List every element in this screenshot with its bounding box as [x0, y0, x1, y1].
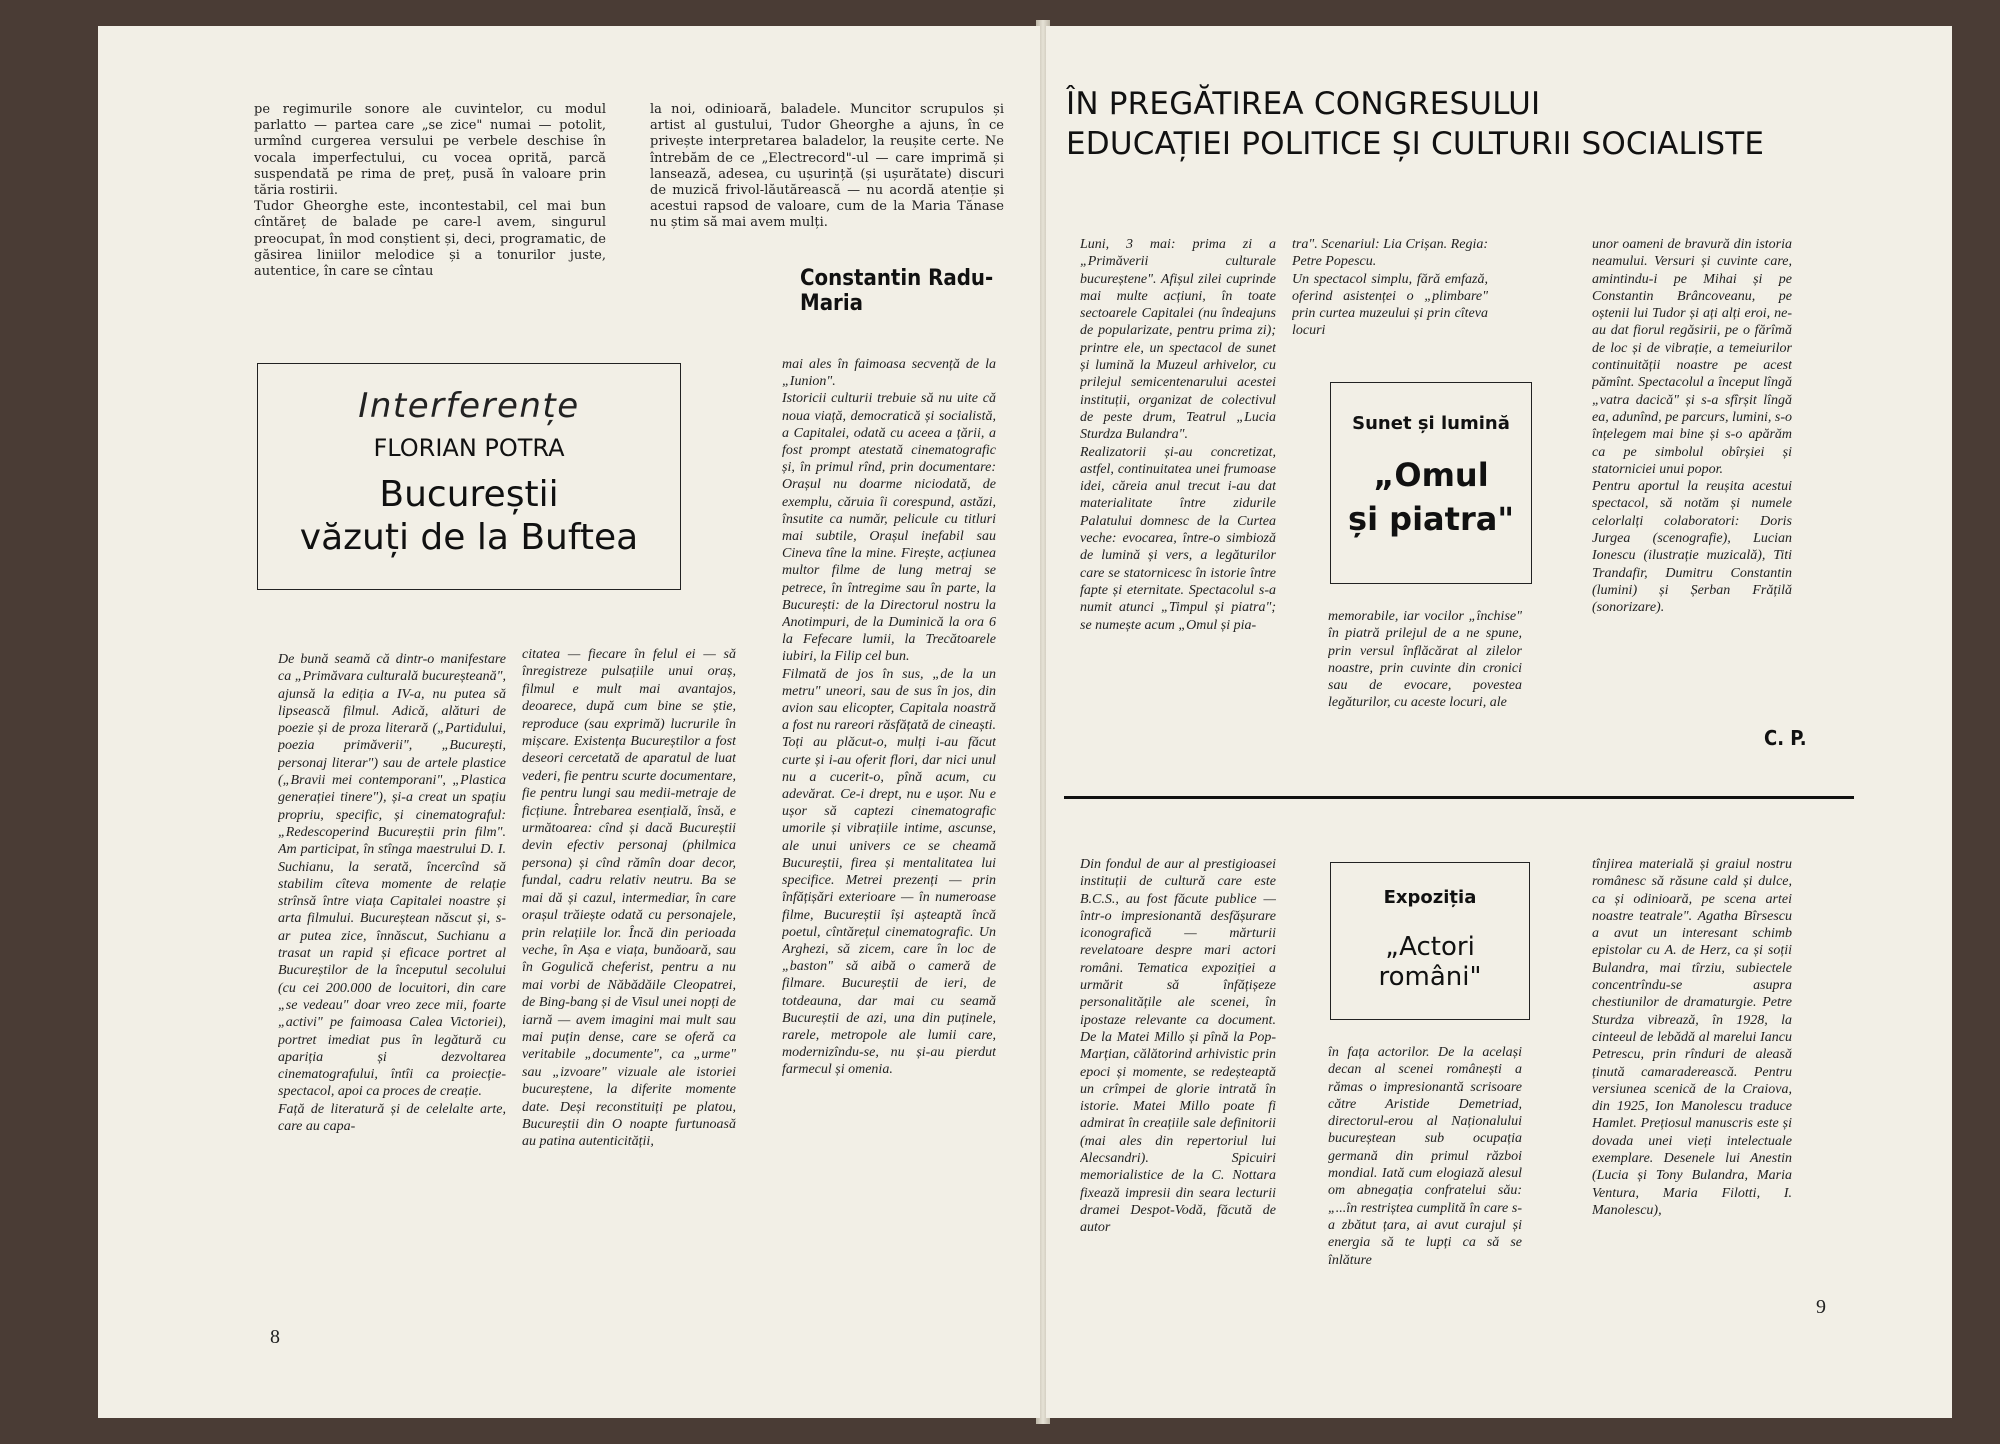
headline-line2: EDUCAȚIEI POLITICE ȘI CULTURII SOCIALISTE — [1066, 126, 1765, 162]
page-number-left: 8 — [270, 1326, 280, 1348]
expo-col2: în fața actorilor. De la același decan al scenei românești a rămas o impresionantă scrisoare către Aristide Demetriad, directorul-erou al Naționalului bucureștean sub ocupația germană din primul război mondial. Iată cum elogiază alesul om abnegația confratelui său: „...în restriștea cumplită în care s-a zbătut țara, ai avut curajul și energia să te lupți ca să se înlăture — [1328, 1045, 1522, 1268]
expo-rubric: Expoziția — [1383, 887, 1477, 908]
music-review-col2: la noi, odinioară, baladele. Muncitor scrupulos și artist al gustului, Tudor Gheorghe a ajuns, în ce privește interpretarea baladelor, la reușite certe. Ne întrebăm de ce „Electrecord"-ul — care imprimă și lansează, adesea, cu ușurință (și ușurătate) discuri de muzică frivol-lăutărească — nu acordă atenție și acestui rapsod de valoare, cum de la Maria Tănase nu știm să mai avem mulți. — [650, 102, 1004, 231]
sunet-title-line1: „Omul — [1373, 456, 1489, 494]
page-number-right: 9 — [1816, 1296, 1826, 1318]
sunet-box — [1330, 382, 1532, 584]
section-headline — [1066, 84, 1926, 164]
sunet-title-line2: și piatra" — [1348, 500, 1514, 538]
section-divider — [1064, 796, 1854, 799]
sunet-rubric: Sunet și lumină — [1352, 413, 1510, 434]
rubric-title: Interferențe — [358, 386, 580, 426]
expo-col1: Din fondul de aur al prestigioasei instituții de cultură care este B.C.S., au fost făcute publice — într-o impresionantă desfășurare iconografică — mărturii revelatoare despre mari actori români. Tematica expoziției a urmărit să înfățișeze personalitățile ale scenei, în ipostaze relevante ca document. De la Matei Millo și pînă la Pop-Marțian, călătorind arhivistic prin epoci și momente, se redeșteaptă un crîmpei de glorie intrată în istorie. Matei Millo poate fi admirat în creațiile sale definitorii (mai ales din repertoriul lui Alecsandri). Spicuiri memorialistice de la C. Nottara fixează impresii din seara lecturii dramei Despot-Vodă, făcută de autor — [1080, 857, 1276, 1236]
article-col-c: mai ales în faimoasa secvență de la „Iunion". Istoricii culturii trebuie să nu uite că noua viață, democratică și socialistă, a Capitalei, odată cu aceea a țării, a fost prompt atestată cinematografic și, în primul rînd, prin documentare: Orașul nu doarme niciodată, de exemplu, căruia îi corespund, astăzi, însutite ca număr, pelicule cu titluri mai subtile, Orașul inefabil sau Cineva tîne la mine. Firește, acțiunea multor filme de lung metraj se petrece, în întregime sau în parte, la București: de la Directorul nostru la Anotimpuri, de la Duminică la ora 6 la Fefecare lumii, la Trecătoarele iubiri, la Filip cel bun. Filmată de jos în sus, „de la un metru" uneori, sau de sus în jos, din avion sau elicopter, Capitala noastră a fost nu rareori răsfățată de cineaști. Toți au plăcut-o, mulți i-au făcut curte și i-au oferit flori, dar nici unul nu a cucerit-o, pînă acum, cu adevărat. Ce-i drept, nu e ușor. Nu e ușor să captezi cinematografic umorile și vibrațiile intime, ascunse, ale unui univers ce se cheamă Bucureștii, firea și mentalitatea lui specifice. Metrei prezenți — prin înfățișări exterioare — în numeroase filme, Bucureștii își așteaptă încă poetul, cîntărețul cinematografic. Un Arghezi, să zicem, care în loc de „baston" să aibă o cameră de filmare. Bucureștii de ieri, de totdeauna, dar mai cu seamă Bucureștii de azi, una din puținele, rarele, metropole ale lumii care, modernizîndu-se, nu și-au pierdut farmecul și omenia. — [782, 357, 996, 1078]
right-page — [1046, 26, 1952, 1418]
sunet-col2-bottom: memorabile, iar vocilor „închise" în piatră prilejul de a ne spune, prin versul înflăcărat al zilelor noastre, prin cuvinte din cronici sau de evocare, povestea legăturilor, cu aceste locuri, ale — [1328, 609, 1522, 711]
expo-title: „Actori români" — [1378, 932, 1482, 992]
author-signature: Constantin Radu-Maria — [800, 266, 994, 316]
expo-col3: tînjirea materială și graiul nostru românesc să răsune cald și dulce, ca și odinioară, pe scena artei noastre teatrale". Agatha Bîrsescu a avut un interesant schimb epistolar cu A. de Herz, ca și soții Bulandra, mai tîrziu, subiectele concentrîndu-se asupra chestiunilor de dramaturgie. Petre Sturdza vibrează, în 1928, la cinteeul de lebădă al marelui Iancu Petrescu, prin rînduri de aleasă ținută camaraderească. Pentru versiunea scenică de la Craiova, din 1925, Ion Manolescu traduce Hamlet. Prețiosul manuscris este și dovada unei vieți intelectuale exemplare. Desenele lui Anestin (Lucia și Tony Bulandra, Maria Ventura, Maria Filotti, I. Manolescu), — [1592, 857, 1792, 1218]
article-col-b: citatea — fiecare în felul ei — să înregistreze pulsațiile unui oraș, filmul e mult mai avantajos, deoarece, după cum bine se știe, reproduce (sau exprimă) lucrurile în mișcare. Existența Bucureștilor a fost deseori cercetată de aparatul de luat vederi, fie pentru scurte documentare, fie pentru lungi sau medii-metraje de ficțiune. Întrebarea esențială, însă, e următoarea: cînd și dacă Bucureștii devin efectiv personaj (philmica persona) și cînd rămîn doar decor, fundal, cadru relativ neutru. Ba se mai dă și cazul, intermediar, în care orașul trăiește odată cu personajele, prin relațiile lor. Încă din perioada veche, în Așa e viața, bunăoară, sau în Gogulică cheferist, pentru a nu mai vorbi de Năbădăile Cleopatrei, de Bing-bang și de Visul unei nopți de iarnă — avem imagini mai mult sau mai puțin dense, care se oferă ca veritabile „documente", ca „urme" sau „izvoare" vizuale ale istoriei bucureștene, la diferite momente date. Deși reconstituiți pe platou, Bucureștii din O noapte furtunoasă au patina autenticității, — [522, 647, 736, 1150]
article-title-line2: văzuți de la Buftea — [299, 517, 639, 558]
sunet-signature: C. P. — [1764, 726, 1807, 750]
article-title-line1: Bucureștii — [379, 474, 559, 515]
sunet-col3: unor oameni de bravură din istoria neamului. Versuri și cuvinte care, amintindu-i pe Mihai și pe Constantin Brâncoveanu, pe oștenii lui Tudor și ați alți eroi, ne-au dat fiorul regăsirii, pe o fărîmă de loc și de vibrație, a temeiurilor continuității noastre pe acest pămînt. Spectacolul a început lîngă „vatra dacică" și s-a sfîrșit lîngă ea, adunînd, pe parcurs, lumini, s-o înțelegem mai bine și s-o apărăm ca pe simbolul obîrșiei și statorniciei unui popor. Pentru aportul la reușita acestui spectacol, să notăm și numele celorlalți colaboratori: Doris Jurgea (scenografie), Lucian Ionescu (ilustrație muzicală), Titi Trandafir, Dumitru Constantin (lumini) și Șerban Frățilă (sonorizare). — [1592, 237, 1792, 616]
headline-line1: ÎN PREGĂTIREA CONGRESULUI — [1066, 86, 1541, 122]
interferente-box — [257, 363, 681, 590]
article-col-a: De bună seamă că dintr-o manifestare ca „Primăvara culturală bucureșteană", ajunsă la ediția a IV-a, nu putea să lipsească filmul. Adică, alături de poezie și de proza literară („Partidului, poezia primăverii", „București, personaj literar") sau de artele plastice („Bravii mei contemporani", „Plastica generației tinere"), și-a creat un spațiu propriu, specific, și cinematograful: „Redescoperind Bucureștii prin film". Am participat, în stînga maestrului D. I. Suchianu, la serată, încercînd să stabilim cîteva momente de relație strînsă între viața Capitalei noastre și arta filmului. Bucureștean născut și, s-ar putea zice, înnăscut, Suchianu a trasat un rapid și eficace portret al Bucureștilor de la începutul secolului (cu cei 200.000 de locuitori, din care „se vedeau" doar vreo zece mii, foarte „activi" pe faimoasa Calea Victoriei), portret imediat pus în legătură cu apariția și dezvoltarea cinematografului, întîi ca proiecție-spectacol, apoi ca proces de creație. Față de literatură și de celelalte arte, care au capa- — [278, 652, 506, 1135]
article-author: FLORIAN POTRA — [373, 434, 565, 462]
sunet-col1: Luni, 3 mai: prima zi a „Primăverii culturale bucureștene". Afișul zilei cuprinde mai multe acțiuni, în toate sectoarele Capitalei (nu îndeajuns de popularizate, pentru prima zi); printre ele, un spectacol de sunet și lumină la Muzeul arhivelor, cu prilejul semicentenarului acestei instituții, organizat de colectivul de peste drum, Teatrul „Lucia Sturdza Bulandra". Realizatorii și-au concretizat, astfel, continuitatea unei frumoase idei, căreia anul trecut i-au dat materialitate între zidurile Palatului domnesc de la Curtea veche: evocarea, între-o simbioză de lumină și vers, a legăturilor care se statornicesc în istorie între fapte și eternitate. Spectacolul s-a numit atunci „Timpul și piatra"; se numește acum „Omul și pia- — [1080, 237, 1276, 633]
expo-box — [1330, 862, 1530, 1020]
sunet-col2-top: tra". Scenariul: Lia Crișan. Regia: Petre Popescu. Un spectacol simplu, fără emfază, oferind asistenței o „plimbare" prin curtea muzeului și prin cîteva locuri — [1292, 237, 1488, 339]
music-review-col1: pe regimurile sonore ale cuvintelor, cu modul parlatto — partea care „se zice" numai — potolit, urmînd curgerea versului pe verbele deschise în vocala imperfectului, cu vocea oprită, parcă suspendată pe rima de preț, pusă în valoare prin tăria rostirii. Tudor Gheorghe este, incontestabil, cel mai bun cîntăreț de balade pe care-l avem, singurul preocupat, în mod conștient și, deci, programatic, de găsirea liniilor melodice și a tonurilor juste, autentice, în care se cîntau — [254, 102, 606, 280]
left-page — [98, 26, 1040, 1418]
